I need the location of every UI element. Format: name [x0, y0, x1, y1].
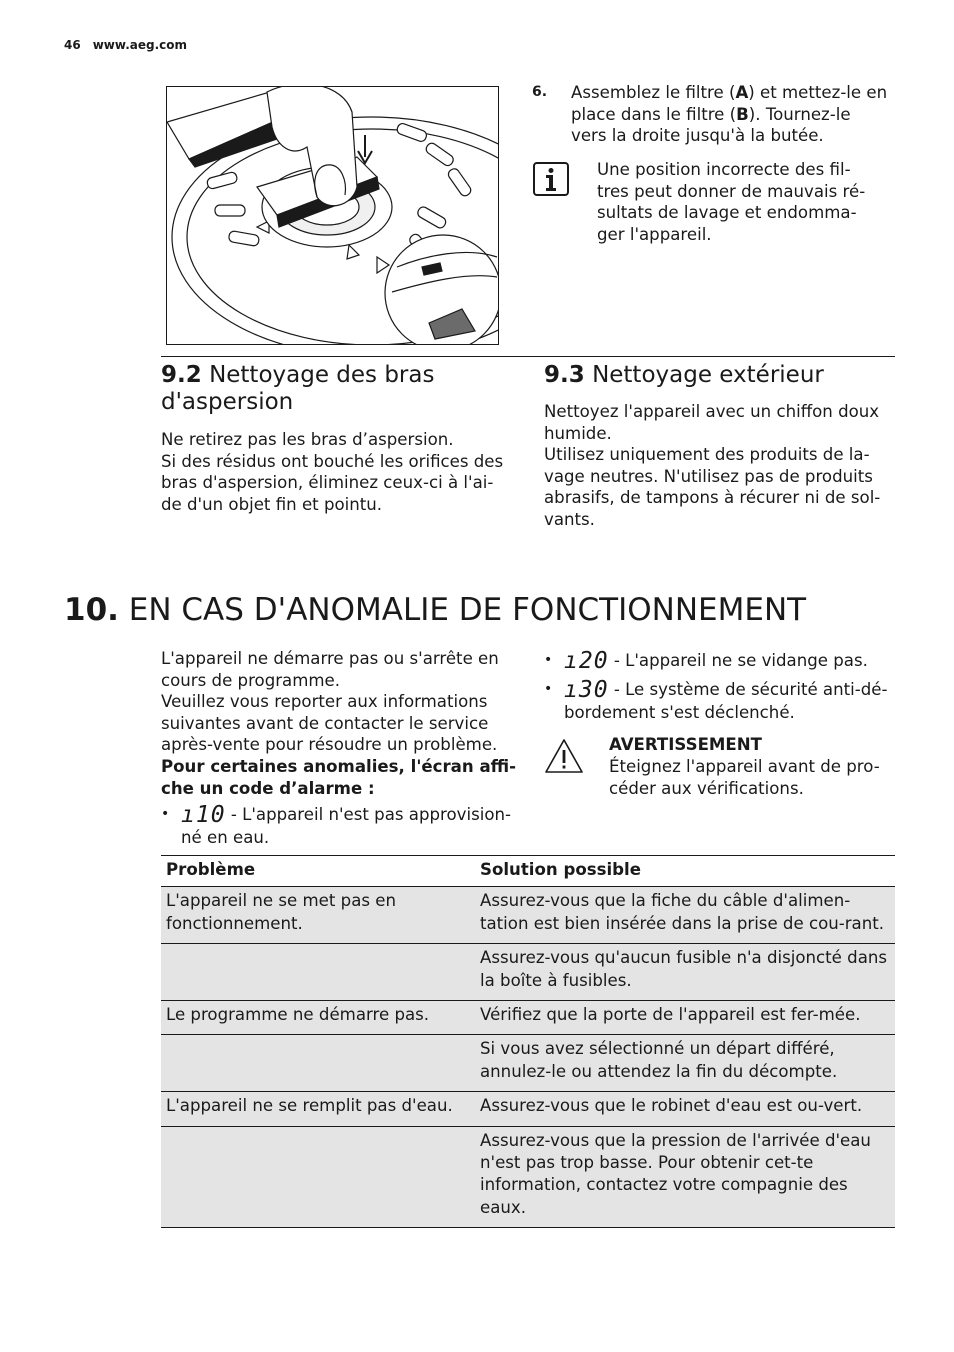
- info-line: tres peut donner de mauvais ré-: [597, 181, 866, 201]
- table-row: [161, 1126, 895, 1228]
- bold-line: Pour certaines anomalies, l'écran affi-: [161, 756, 517, 776]
- text-line: L'appareil ne démarre pas ou s'arrête en: [161, 649, 499, 668]
- warning-icon: [544, 738, 584, 774]
- filter-drawing: [167, 87, 499, 345]
- table-row: [161, 887, 895, 944]
- alarm-code: ı30: [564, 677, 609, 703]
- page-header: [64, 38, 199, 52]
- page-number: 46: [64, 38, 81, 52]
- alarm-text: né en eau.: [181, 827, 270, 847]
- alarm-text: - L'appareil ne se vidange pas.: [613, 651, 868, 670]
- problem-cell: [161, 944, 475, 1001]
- bullet-icon: •: [161, 806, 170, 822]
- text-line: Si des résidus ont bouché les orifices des: [161, 451, 504, 471]
- warning-title: AVERTISSEMENT: [609, 735, 762, 754]
- info-line: ger l'appareil.: [597, 224, 712, 244]
- text-line: vants.: [544, 509, 595, 529]
- table-header-row: [161, 856, 895, 887]
- step-6-part1: Assemblez le filtre (: [571, 83, 736, 102]
- problem-cell: [161, 1035, 475, 1092]
- alarm-item-i20: [544, 650, 894, 673]
- solution-cell: Assurez-vous que la fiche du câble d'alimen-tation est bien insérée dans la prise de cou-rant.: [480, 891, 885, 933]
- solution-cell: Si vous avez sélectionné un départ différé, annulez-le ou attendez la fin du décompte.: [480, 1039, 838, 1081]
- label-b: B: [736, 104, 749, 124]
- alarm-text: - Le système de sécurité anti-dé-: [613, 680, 888, 699]
- info-line: sultats de lavage et endomma-: [597, 203, 857, 223]
- step-number: 6.: [532, 84, 548, 100]
- text-line: abrasifs, de tampons à récurer ni de sol-: [544, 488, 881, 508]
- section-9-3-text: [544, 401, 894, 531]
- solution-cell: Assurez-vous que la pression de l'arrivée d'eau n'est pas trop basse. Pour obtenir cet-te information, contactez votre compagnie des eaux.: [480, 1130, 871, 1217]
- text-line: Ne retirez pas les bras d’aspersion.: [161, 430, 454, 449]
- bullet-icon: •: [544, 681, 553, 697]
- alarm-code: ı10: [181, 802, 226, 828]
- bullet-icon: •: [544, 652, 553, 668]
- alarm-code: ı20: [564, 648, 609, 674]
- section-10-heading: [64, 590, 806, 630]
- text-line: après-vente pour résoudre un problème.: [161, 735, 498, 755]
- problem-cell: Le programme ne démarre pas.: [166, 1005, 430, 1025]
- problem-cell: L'appareil ne se met pas en fonctionnement.: [166, 891, 397, 933]
- section-number: 10.: [64, 592, 119, 628]
- label-a: A: [735, 83, 749, 102]
- info-icon: [533, 162, 569, 196]
- info-line: Une position incorrecte des fil-: [597, 160, 851, 179]
- section-divider: [161, 356, 895, 357]
- problem-cell: L'appareil ne se remplit pas d'eau.: [166, 1096, 453, 1116]
- section-9-3-heading: [544, 362, 894, 389]
- text-line: Utilisez uniquement des produits de la-: [544, 445, 870, 465]
- section-title: Nettoyage des bras d'aspersion: [161, 362, 435, 415]
- solution-cell: Assurez-vous que le robinet d'eau est ou-vert.: [480, 1096, 863, 1116]
- filter-illustration: [166, 86, 499, 345]
- section-number: 9.2: [161, 362, 202, 388]
- alarm-item-i10: [161, 804, 521, 848]
- solution-cell: Vérifiez que la porte de l'appareil est fer-mée.: [480, 1005, 861, 1025]
- alarm-text: - L'appareil n'est pas approvision-: [230, 805, 511, 824]
- text-line: céder aux vérifications.: [609, 778, 804, 798]
- step-6-text: [571, 82, 891, 147]
- info-note: [597, 159, 887, 245]
- table-row: [161, 1001, 895, 1035]
- troubleshooting-table: [161, 855, 895, 1228]
- troubleshooting-intro: [161, 648, 521, 799]
- site-url: www.aeg.com: [92, 38, 187, 52]
- text-line: Nettoyez l'appareil avec un chiffon doux: [544, 402, 880, 421]
- section-9-2-heading: [161, 362, 501, 416]
- text-line: cours de programme.: [161, 670, 341, 690]
- solution-cell: Assurez-vous qu'aucun fusible n'a disjoncté dans la boîte à fusibles.: [480, 948, 888, 990]
- text-line: suivantes avant de contacter le service: [161, 713, 489, 733]
- alarm-item-i30: [544, 679, 894, 723]
- alarm-text: bordement s'est déclenché.: [564, 702, 795, 722]
- column-header-problem: Problème: [161, 856, 475, 887]
- table-row: [161, 944, 895, 1001]
- column-header-solution: Solution possible: [475, 856, 895, 887]
- section-number: 9.3: [544, 362, 585, 388]
- text-line: humide.: [544, 423, 612, 443]
- step-6-part3: ). Tournez-le vers la droite jusqu'à la butée.: [571, 104, 851, 146]
- warning-text: [609, 756, 894, 799]
- text-line: Veuillez vous reporter aux informations: [161, 692, 488, 712]
- step-6-part2: ) et mettez-le en place dans le filtre (: [571, 83, 888, 124]
- section-9-2-text: [161, 429, 521, 515]
- text-line: Éteignez l'appareil avant de pro-: [609, 757, 880, 776]
- text-line: bras d'aspersion, éliminez ceux-ci à l'ai-: [161, 473, 494, 493]
- table-row: [161, 1035, 895, 1092]
- text-line: vage neutres. N'utilisez pas de produits: [544, 466, 873, 486]
- bold-line: che un code d’alarme :: [161, 778, 375, 798]
- text-line: de d'un objet fin et pointu.: [161, 494, 383, 514]
- table-row: [161, 1092, 895, 1126]
- section-title: EN CAS D'ANOMALIE DE FONCTIONNEMENT: [128, 592, 807, 628]
- section-title: Nettoyage extérieur: [592, 362, 824, 388]
- problem-cell: [161, 1126, 475, 1228]
